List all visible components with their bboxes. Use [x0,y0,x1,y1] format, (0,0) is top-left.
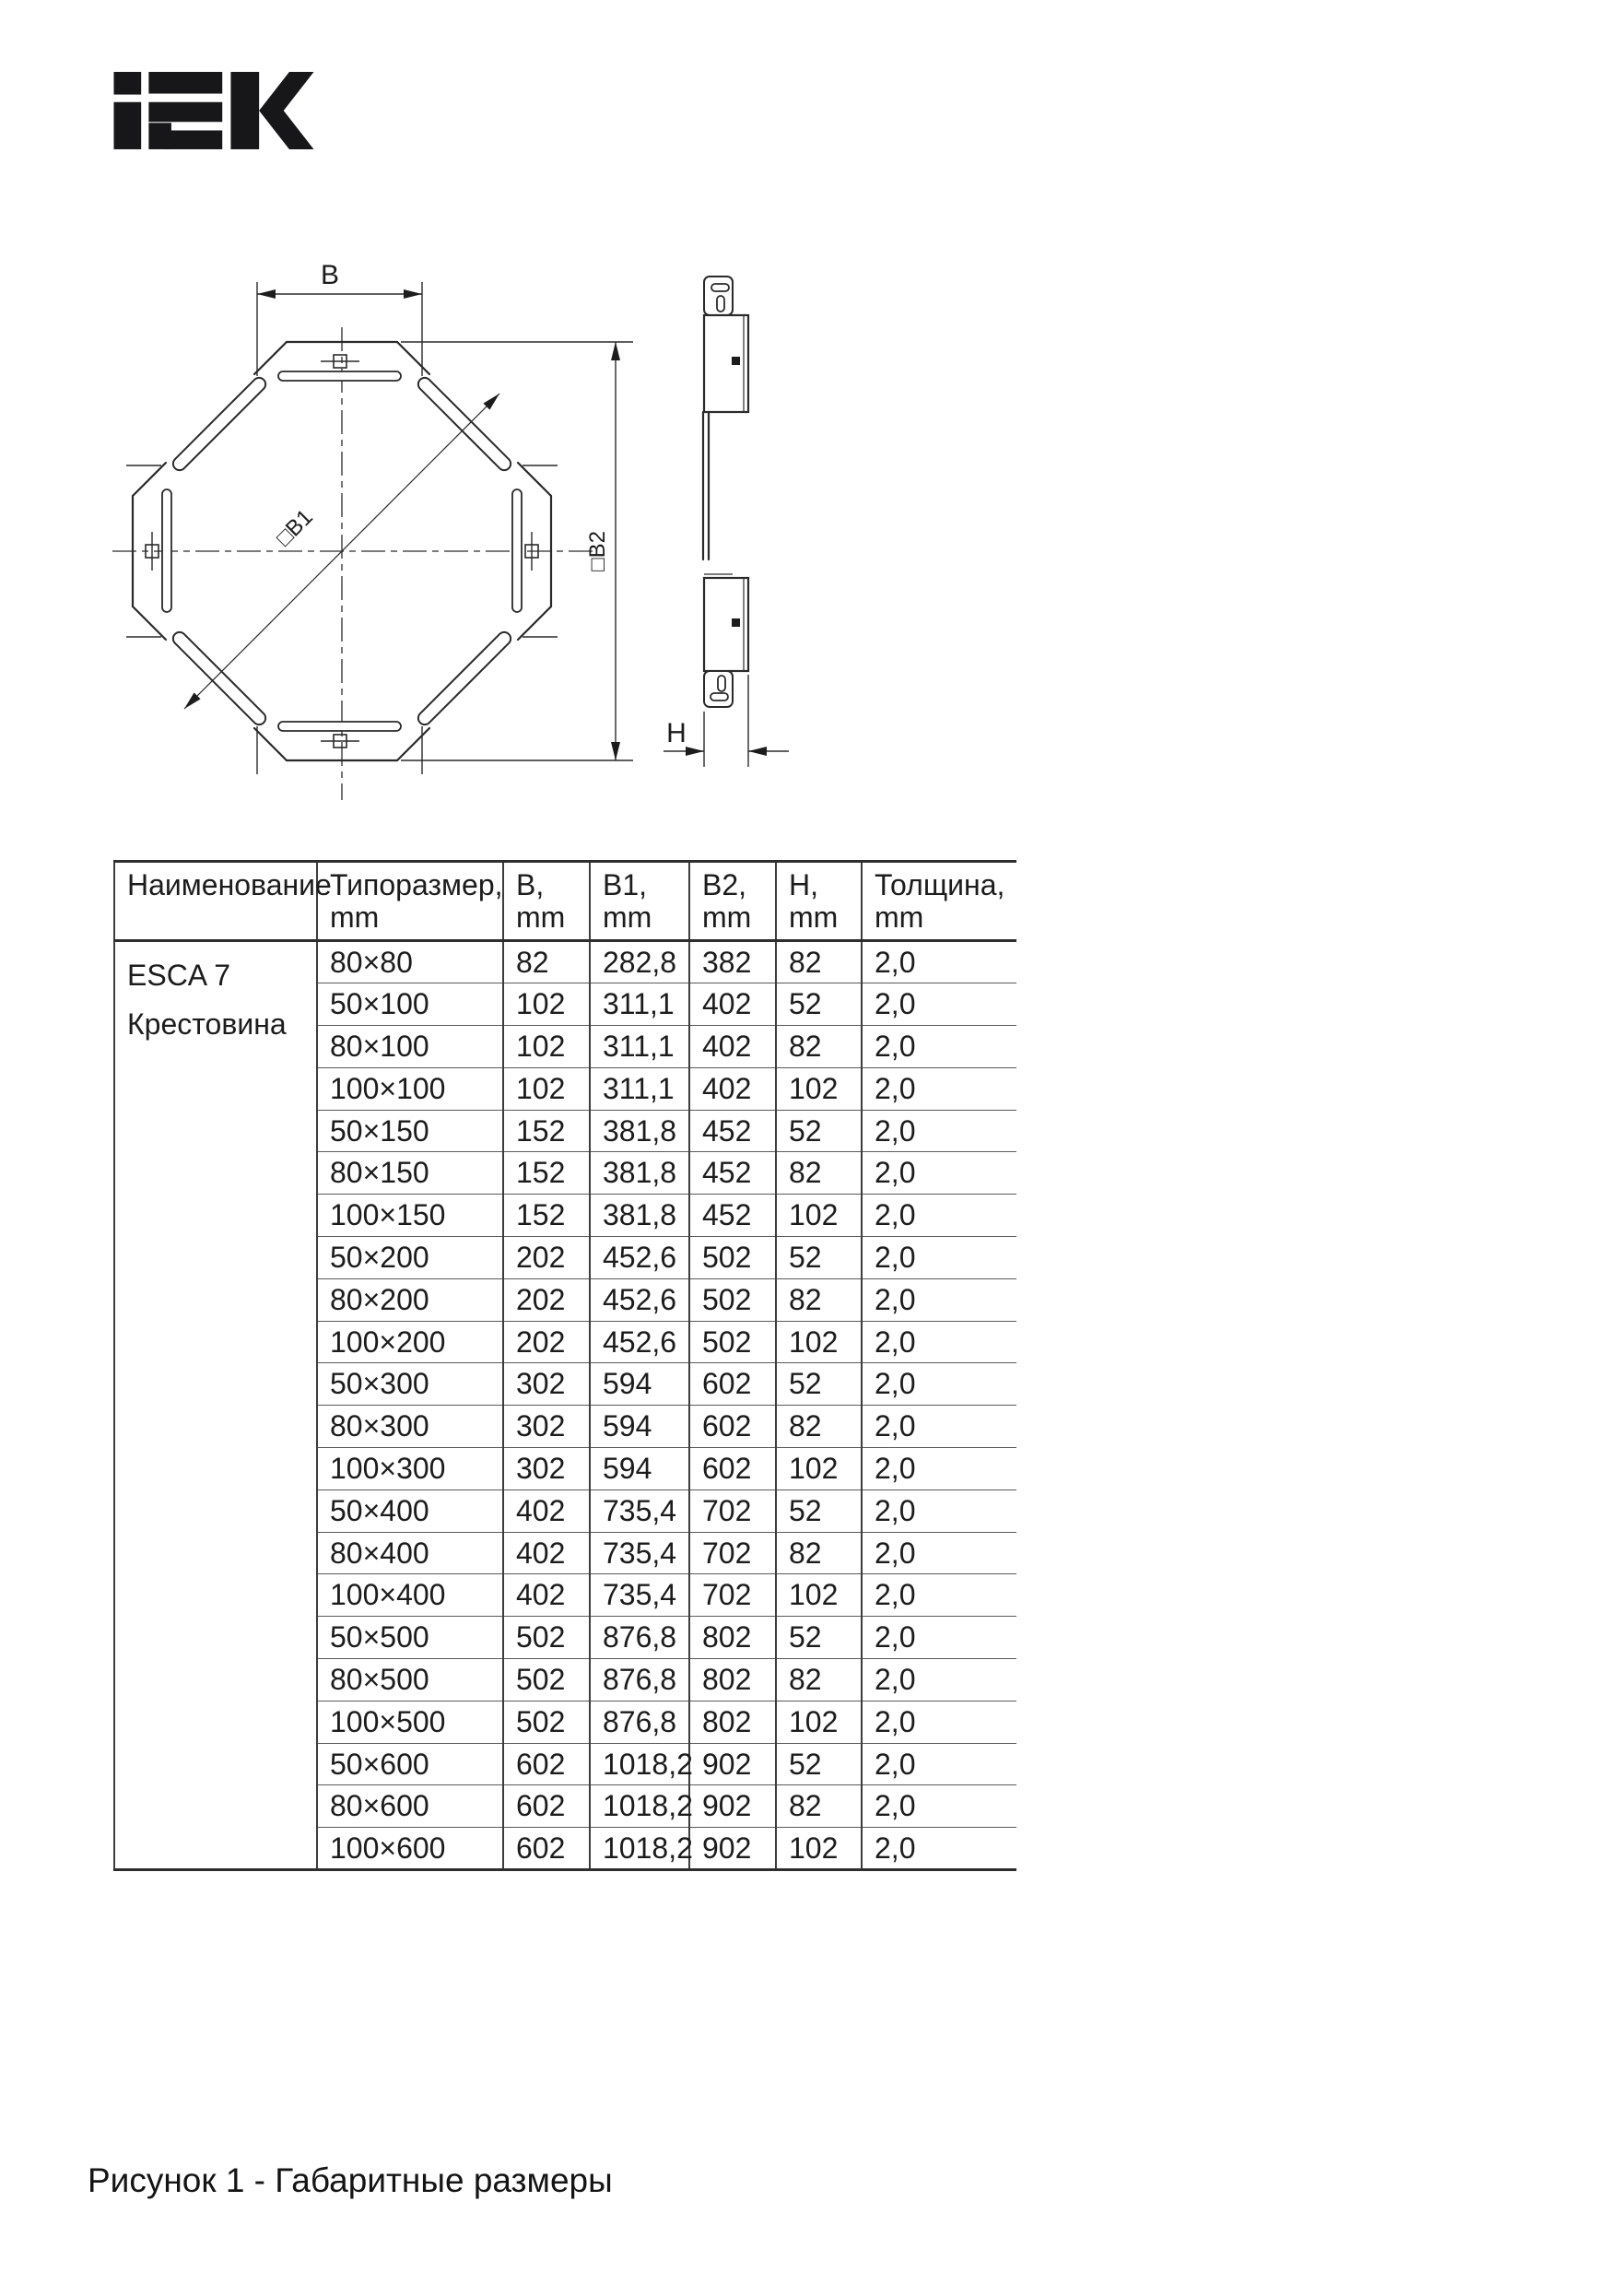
table-cell: 80×80 [317,941,503,983]
label-h: H [666,718,687,748]
table-cell: 80×400 [317,1532,503,1574]
table-cell: 452,6 [590,1321,689,1363]
table-cell: 82 [503,941,590,983]
table-cell: 602 [689,1363,776,1406]
table-cell: 2,0 [862,983,1016,1026]
table-cell: 100×300 [317,1447,503,1489]
column-header [689,862,776,941]
product-name-cell [114,941,317,1870]
table-cell: 452 [689,1195,776,1237]
table-row [114,941,1016,983]
table-cell: 2,0 [862,1617,1016,1659]
table-cell: 702 [689,1574,776,1617]
table-cell: 2,0 [862,1321,1016,1363]
column-header [776,862,862,941]
table-cell: 902 [689,1743,776,1785]
table-cell: 2,0 [862,1743,1016,1785]
table-cell: 80×500 [317,1658,503,1701]
table-cell: 152 [503,1195,590,1237]
label-b2: □B2 [585,531,610,571]
table-cell: 502 [503,1617,590,1659]
table-cell: 52 [776,1236,862,1278]
column-header-line: Типоразмер, [330,868,503,901]
table-cell: 50×200 [317,1236,503,1278]
table-cell: 381,8 [590,1110,689,1152]
table-cell: 802 [689,1658,776,1701]
table-cell: 602 [503,1743,590,1785]
table-cell: 2,0 [862,1574,1016,1617]
table-cell: 102 [776,1574,862,1617]
side-view [664,277,789,767]
table-cell: 502 [689,1278,776,1321]
dimension-drawing [92,240,811,830]
table-cell: 302 [503,1447,590,1489]
front-view [112,327,594,800]
column-header [590,862,689,941]
column-header-line: mm [875,901,924,935]
table-cell: 152 [503,1152,590,1195]
table-cell: 202 [503,1278,590,1321]
column-header-line: B, [516,868,545,901]
table-cell: 102 [776,1321,862,1363]
table-cell: 802 [689,1701,776,1743]
table-cell: 100×600 [317,1828,503,1870]
table-cell: 1018,2 [590,1743,689,1785]
column-header-line: mm [702,901,752,935]
table-cell: 735,4 [590,1489,689,1532]
table-cell: 80×300 [317,1406,503,1448]
table-cell: 282,8 [590,941,689,983]
table-cell: 82 [776,1278,862,1321]
column-header-line: B1, [603,868,648,901]
table-cell: 50×500 [317,1617,503,1659]
table-cell: 102 [776,1701,862,1743]
table-cell: 311,1 [590,983,689,1026]
table-cell: 602 [503,1828,590,1870]
table-cell: 2,0 [862,1828,1016,1870]
table-cell: 1018,2 [590,1828,689,1870]
table-cell: 402 [503,1574,590,1617]
table-cell: 52 [776,1743,862,1785]
table-cell: 202 [503,1236,590,1278]
table-cell: 100×200 [317,1321,503,1363]
table-cell: 52 [776,1110,862,1152]
table-cell: 2,0 [862,1489,1016,1532]
table-cell: 2,0 [862,1532,1016,1574]
column-header-line: Толщина, [875,868,1005,901]
table-header [114,862,1016,941]
figure-caption: Рисунок 1 - Габаритные размеры [88,2161,613,2199]
table-cell: 594 [590,1406,689,1448]
table-cell: 452 [689,1110,776,1152]
table-cell: 2,0 [862,1363,1016,1406]
table-cell: 52 [776,1617,862,1659]
table-cell: 102 [776,1195,862,1237]
table-cell: 1018,2 [590,1785,689,1828]
table-header-row [114,862,1016,941]
table-cell: 2,0 [862,1067,1016,1110]
table-cell: 152 [503,1110,590,1152]
table-cell: 82 [776,1406,862,1448]
table-cell: 702 [689,1532,776,1574]
table-cell: 202 [503,1321,590,1363]
table-cell: 2,0 [862,1278,1016,1321]
table-cell: 902 [689,1785,776,1828]
table-cell: 52 [776,1363,862,1406]
table-cell: 100×400 [317,1574,503,1617]
table-cell: 2,0 [862,941,1016,983]
table-cell: 502 [503,1701,590,1743]
table-cell: 2,0 [862,1025,1016,1067]
table-cell: 2,0 [862,1785,1016,1828]
table-cell: 802 [689,1617,776,1659]
table-cell: 876,8 [590,1658,689,1701]
table-cell: 2,0 [862,1406,1016,1448]
table-cell: 452 [689,1152,776,1195]
table-cell: 2,0 [862,1195,1016,1237]
table-cell: 52 [776,983,862,1026]
table-cell: 381,8 [590,1195,689,1237]
table-cell: 402 [503,1489,590,1532]
table-cell: 602 [689,1447,776,1489]
label-b: B [320,260,340,290]
table-cell: 502 [689,1236,776,1278]
column-header [503,862,590,941]
table-cell: 82 [776,1785,862,1828]
column-header-line: mm [516,901,566,935]
table-body [114,941,1016,1870]
table-cell: 2,0 [862,1110,1016,1152]
iek-logo [109,72,319,151]
product-name-line: ESCA 7 [127,959,231,993]
table-cell: 102 [503,1067,590,1110]
table-cell: 80×600 [317,1785,503,1828]
column-header [317,862,503,941]
table-cell: 502 [503,1658,590,1701]
table-cell: 50×150 [317,1110,503,1152]
table-cell: 50×100 [317,983,503,1026]
table-cell: 80×150 [317,1152,503,1195]
table-cell: 735,4 [590,1532,689,1574]
table-cell: 311,1 [590,1025,689,1067]
table-cell: 80×200 [317,1278,503,1321]
table-cell: 52 [776,1489,862,1532]
table-cell: 452,6 [590,1236,689,1278]
dimension-b [257,260,422,376]
table-cell: 602 [689,1406,776,1448]
table-cell: 302 [503,1363,590,1406]
table-cell: 102 [776,1067,862,1110]
table-cell: 382 [689,941,776,983]
table-cell: 402 [689,1067,776,1110]
column-header-line: H, [789,868,818,901]
table-cell: 502 [689,1321,776,1363]
table-cell: 402 [689,983,776,1026]
table-cell: 735,4 [590,1574,689,1617]
table-cell: 2,0 [862,1658,1016,1701]
column-header [114,862,332,941]
column-header [862,862,1016,941]
table-cell: 594 [590,1447,689,1489]
product-name-line: Крестовина [127,1007,287,1042]
table-cell: 100×150 [317,1195,503,1237]
table-cell: 2,0 [862,1152,1016,1195]
table-cell: 452,6 [590,1278,689,1321]
column-header-line: Наименование [127,868,332,901]
table-cell: 2,0 [862,1701,1016,1743]
table-cell: 80×100 [317,1025,503,1067]
table-cell: 82 [776,941,862,983]
column-header-line: B2, [702,868,747,901]
label-b1: □B1 [271,504,318,551]
table-cell: 50×400 [317,1489,503,1532]
table-cell: 102 [776,1828,862,1870]
column-header-line: mm [330,901,380,935]
table-cell: 594 [590,1363,689,1406]
table-cell: 82 [776,1025,862,1067]
table-cell: 876,8 [590,1617,689,1659]
table-cell: 82 [776,1152,862,1195]
table-cell: 2,0 [862,1447,1016,1489]
table-cell: 311,1 [590,1067,689,1110]
table-cell: 702 [689,1489,776,1532]
table-cell: 50×300 [317,1363,503,1406]
table-cell: 82 [776,1658,862,1701]
table-cell: 2,0 [862,1236,1016,1278]
table-cell: 50×600 [317,1743,503,1785]
iek-logo-glyphs [113,72,313,149]
table-cell: 102 [776,1447,862,1489]
table-cell: 82 [776,1532,862,1574]
table-cell: 100×100 [317,1067,503,1110]
column-header-line: mm [603,901,652,935]
table-cell: 602 [503,1785,590,1828]
table-cell: 381,8 [590,1152,689,1195]
table-cell: 402 [503,1532,590,1574]
table-cell: 876,8 [590,1701,689,1743]
table-cell: 100×500 [317,1701,503,1743]
dimensions-table [113,860,1016,1871]
table-cell: 102 [503,983,590,1026]
table-cell: 902 [689,1828,776,1870]
table-cell: 302 [503,1406,590,1448]
table-cell: 102 [503,1025,590,1067]
column-header-line: mm [789,901,839,935]
table-cell: 402 [689,1025,776,1067]
